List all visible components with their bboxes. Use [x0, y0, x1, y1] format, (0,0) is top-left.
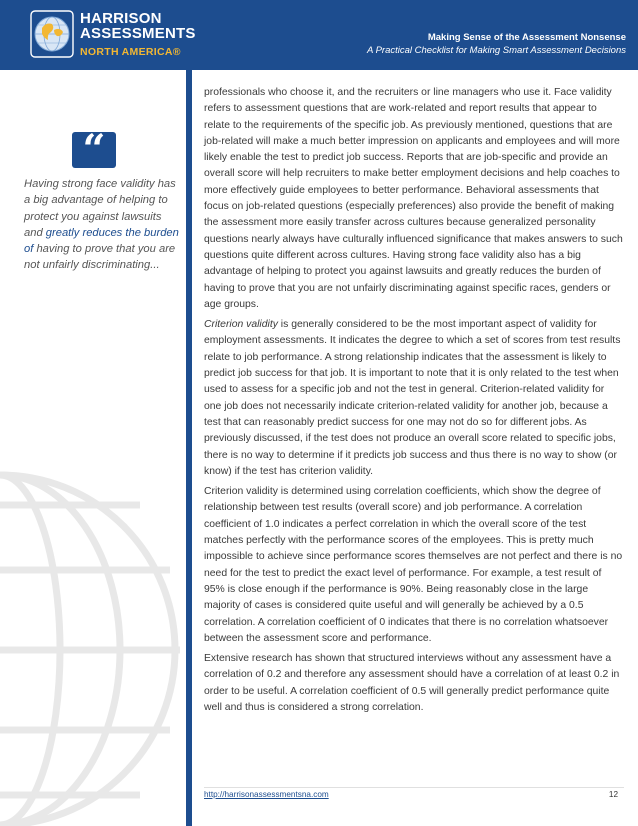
- paragraph-correlation: Criterion validity is determined using correlation coefficients, which show the degree of relationship between test results (overall score) and job performance. A correlation coefficient of 1.0 indicates a perfect correlation in which the overall score of the test matches perfectly with the performance scores of the employees. This is pretty much impossible to achieve since performance scores themselves are not perfect and there is no need for the test to predict the exact level of performance. For example, a test result of 95% is close enough if the performance is 90%. Being reasonably close in the large majority of cases is considered quite useful and will generally be achieved by a 0.5 correlation. A correlation coefficient of 0 indicates that there is no correlation whatsoever between the assessment score and performance.: [204, 486, 623, 644]
- brand-line-1: HARRISON: [80, 10, 162, 27]
- decorative-globe-icon: [0, 460, 190, 826]
- paragraph-criterion-validity: [204, 317, 624, 480]
- pull-quote-highlight: greatly reduces the burden of: [24, 226, 179, 256]
- document-subtitle: A Practical Checklist for Making Smart Assessment Decisions: [366, 45, 626, 56]
- brand-name: [80, 11, 196, 41]
- quote-mark: “: [82, 126, 106, 173]
- brand-region: NORTH AMERICA®: [80, 46, 181, 58]
- pull-quote: [24, 176, 182, 274]
- paragraph-research: Extensive research has shown that structured interviews without any assessment have a correlation of 0.2 and therefore any assessment should have a correlation of at least 0.2 in order to be useful. A correlation coefficient of 0.5 will generally predict performance quite well and thus is considered a strong correlation.: [204, 653, 620, 713]
- brand-line-2: ASSESSMENTS: [80, 25, 196, 42]
- quote-mark-icon: [72, 126, 116, 173]
- sidebar: [0, 70, 192, 826]
- pull-quote-text-2: having to prove that you are not unfairly discriminating...: [24, 243, 176, 272]
- footer-divider: [204, 787, 624, 788]
- globe-logo-icon: [30, 10, 74, 58]
- criterion-validity-term: Criterion validity: [204, 319, 278, 331]
- page-number: 12: [608, 790, 618, 799]
- page-header: [0, 0, 638, 70]
- pull-quote-text-1: Having strong face validity has a big advantage of helping to protect you against lawsuits and: [24, 178, 176, 239]
- criterion-validity-text: is generally considered to be the most important aspect of validity for employment assessments. It indicates the degree to which a set of scores from test results relate to job performance. A strong relationship indicates that the assessment is likely to predict job success for that job. It is important to note that it is only related to the test when used to assess for a specific job and not the test in general. Criterion-related validity for one job does not necessarily indicate criterion-related validity for another job, because a test that can reasonably predict success for one may not do so for different jobs. As previously discussed, if the test does not produce an overall score related to specific jobs, there is no way to determine if it predicts job success and thus there is no way to show (or know) if the test has criterion validity.: [204, 319, 621, 477]
- main-content: [204, 85, 624, 720]
- harrison-logo: [30, 10, 230, 62]
- document-title: Making Sense of the Assessment Nonsense: [427, 32, 626, 43]
- sidebar-panel: [0, 70, 186, 826]
- footer-website-link[interactable]: http://harrisonassessmentsna.com: [204, 790, 329, 799]
- paragraph-face-validity: professionals who choose it, and the recruiters or line managers who use it. Face validity refers to assessment questions that are work-related and report results that appear to relate to the requirements of the specific job. As previously mentioned, questions that are job-related will make a much better impression on applicants and employees and will more likely enable the test to predict job success. Reports that are job-specific and provide an overall score will help recruiters to make better employment decisions and help coaches to more effectively guide employees to better performance. Behavioral assessments that focus on job-related questions (especially preferences) also provide the benefit of making the assessment more easily transfer across cultures because generalized personality questions nearly always have culturally influenced significance that makes answers to such questions quite different across cultures. Having strong face validity also has a big advantage of helping to protect you against lawsuits and greatly reduces the burden of having to prove that you are not unfairly discriminating against specific races, genders or age groups.: [204, 87, 623, 310]
